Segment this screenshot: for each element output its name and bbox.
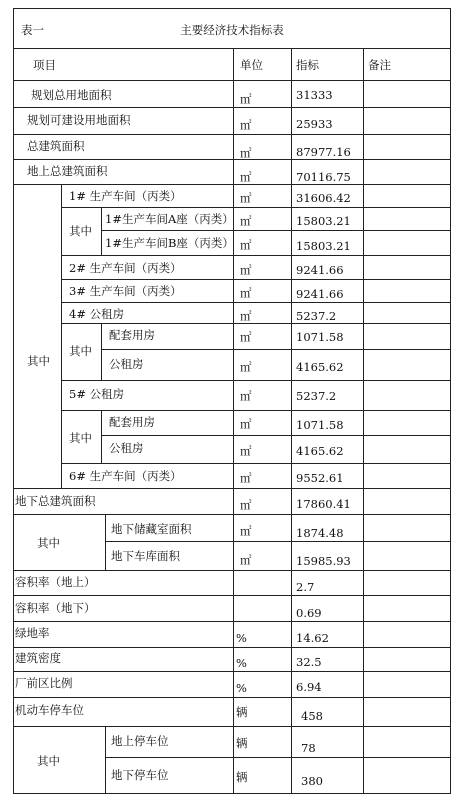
row-label: 配套用房: [109, 328, 155, 342]
row-label: 1# 生产车间（丙类）: [69, 189, 182, 203]
row-value: 15803.21: [296, 214, 351, 228]
row-unit: ㎡: [240, 417, 252, 431]
column-divider: [105, 514, 106, 570]
row-label: 地下车库面积: [111, 549, 180, 563]
row-value: 458: [301, 709, 323, 723]
row-value: 32.5: [296, 655, 322, 669]
row-value: 17860.41: [296, 497, 351, 511]
table-border-top: [13, 8, 451, 9]
row-label: 容积率（地上）: [15, 575, 96, 589]
row-divider: [61, 410, 451, 411]
group-label: 其中: [27, 354, 50, 368]
row-unit: ㎡: [240, 498, 252, 512]
row-divider: [13, 184, 451, 185]
table-border-left: [13, 8, 14, 794]
row-label: 公租房: [109, 441, 144, 455]
row-unit: ㎡: [240, 524, 252, 538]
row-value: 4165.62: [296, 360, 344, 374]
row-divider: [61, 463, 451, 464]
row-divider: [13, 48, 451, 49]
row-value: 9241.66: [296, 263, 344, 277]
row-label: 地下储藏室面积: [111, 522, 192, 536]
row-value: 15985.93: [296, 554, 351, 568]
row-label: 公租房: [109, 357, 144, 371]
row-label: 规划可建设用地面积: [27, 113, 131, 127]
group-label: 其中: [69, 224, 92, 238]
row-unit: ㎡: [240, 309, 252, 323]
row-divider: [13, 647, 451, 648]
row-unit: ㎡: [240, 214, 252, 228]
column-header-unit: 单位: [240, 58, 263, 72]
group-label: 其中: [37, 754, 60, 768]
column-divider: [291, 48, 292, 794]
row-label: 容积率（地下）: [15, 601, 96, 615]
row-value: 2.7: [296, 580, 315, 594]
row-label: 1#生产车间A座（丙类）: [105, 212, 234, 226]
row-divider: [13, 726, 451, 727]
row-divider: [13, 80, 451, 81]
row-unit: 辆: [236, 770, 248, 784]
row-divider: [61, 255, 451, 256]
row-unit: %: [236, 631, 247, 645]
row-value: 15803.21: [296, 239, 351, 253]
column-header-note: 备注: [368, 58, 391, 72]
row-label: 绿地率: [15, 626, 50, 640]
row-unit: ㎡: [240, 360, 252, 374]
row-unit: ㎡: [240, 263, 252, 277]
row-divider: [13, 621, 451, 622]
row-value: 14.62: [296, 631, 329, 645]
row-label: 1#生产车间B座（丙类）: [105, 236, 234, 250]
row-divider: [13, 514, 451, 515]
row-value: 6.94: [296, 680, 322, 694]
row-label: 规划总用地面积: [31, 88, 112, 102]
row-label: 地下总建筑面积: [15, 494, 96, 508]
row-unit: ㎡: [240, 118, 252, 132]
row-unit: ㎡: [240, 286, 252, 300]
row-value: 31333: [296, 88, 333, 102]
row-label: 建筑密度: [15, 651, 61, 665]
group-label: 其中: [69, 344, 92, 358]
row-value: 5237.2: [296, 389, 337, 403]
row-label: 5# 公租房: [69, 387, 125, 401]
row-label: 3# 生产车间（丙类）: [69, 284, 182, 298]
row-label: 总建筑面积: [27, 139, 85, 153]
table-border-bottom: [13, 793, 451, 794]
table-title: 主要经济技术指标表: [180, 23, 284, 37]
column-divider: [61, 184, 62, 488]
row-value: 31606.42: [296, 191, 351, 205]
indicator-table: [13, 8, 451, 794]
row-value: 1071.58: [296, 418, 344, 432]
row-label: 配套用房: [109, 415, 155, 429]
row-divider: [13, 697, 451, 698]
row-unit: ㎡: [240, 553, 252, 567]
row-divider: [101, 230, 451, 231]
row-divider: [13, 595, 451, 596]
row-divider: [13, 671, 451, 672]
row-divider: [61, 302, 451, 303]
row-value: 70116.75: [296, 170, 351, 184]
row-unit: ㎡: [240, 146, 252, 160]
column-divider: [101, 207, 102, 255]
column-header-item: 项目: [33, 58, 56, 72]
row-value: 9552.61: [296, 471, 344, 485]
column-divider: [363, 48, 364, 794]
row-unit: %: [236, 656, 247, 670]
row-label: 地上停车位: [111, 734, 169, 748]
row-value: 9241.66: [296, 287, 344, 301]
row-divider: [13, 570, 451, 571]
row-divider: [61, 380, 451, 381]
row-value: 0.69: [296, 606, 322, 620]
row-unit: %: [236, 681, 247, 695]
row-label: 4# 公租房: [69, 307, 125, 321]
row-divider: [13, 159, 451, 160]
row-value: 4165.62: [296, 444, 344, 458]
group-label: 其中: [69, 431, 92, 445]
row-divider: [13, 134, 451, 135]
row-divider: [105, 757, 451, 758]
row-value: 380: [301, 774, 323, 788]
row-unit: ㎡: [240, 170, 252, 184]
column-header-value: 指标: [296, 58, 319, 72]
row-unit: 辆: [236, 705, 248, 719]
row-unit: ㎡: [240, 238, 252, 252]
row-unit: ㎡: [240, 92, 252, 106]
column-divider: [233, 48, 234, 794]
row-value: 1874.48: [296, 526, 344, 540]
row-label: 6# 生产车间（丙类）: [69, 469, 182, 483]
row-divider: [61, 207, 451, 208]
column-divider: [101, 323, 102, 380]
row-unit: ㎡: [240, 389, 252, 403]
table-border-right: [450, 8, 451, 794]
row-unit: ㎡: [240, 191, 252, 205]
row-value: 25933: [296, 117, 333, 131]
row-divider: [13, 107, 451, 108]
column-divider: [105, 726, 106, 793]
row-unit: ㎡: [240, 330, 252, 344]
row-divider: [105, 541, 451, 542]
row-value: 5237.2: [296, 309, 337, 323]
row-unit: ㎡: [240, 444, 252, 458]
row-unit: 辆: [236, 736, 248, 750]
row-label: 2# 生产车间（丙类）: [69, 261, 182, 275]
row-divider: [13, 488, 451, 489]
row-divider: [61, 279, 451, 280]
row-divider: [101, 435, 451, 436]
row-label: 地下停车位: [111, 768, 169, 782]
table-number: 表一: [21, 23, 44, 37]
row-label: 厂前区比例: [15, 676, 73, 690]
row-value: 78: [301, 741, 316, 755]
row-divider: [61, 323, 451, 324]
column-divider: [101, 410, 102, 463]
row-value: 1071.58: [296, 330, 344, 344]
row-label: 地上总建筑面积: [27, 164, 108, 178]
group-label: 其中: [37, 536, 60, 550]
row-value: 87977.16: [296, 145, 351, 159]
row-label: 机动车停车位: [15, 703, 84, 717]
row-unit: ㎡: [240, 471, 252, 485]
row-divider: [101, 349, 451, 350]
